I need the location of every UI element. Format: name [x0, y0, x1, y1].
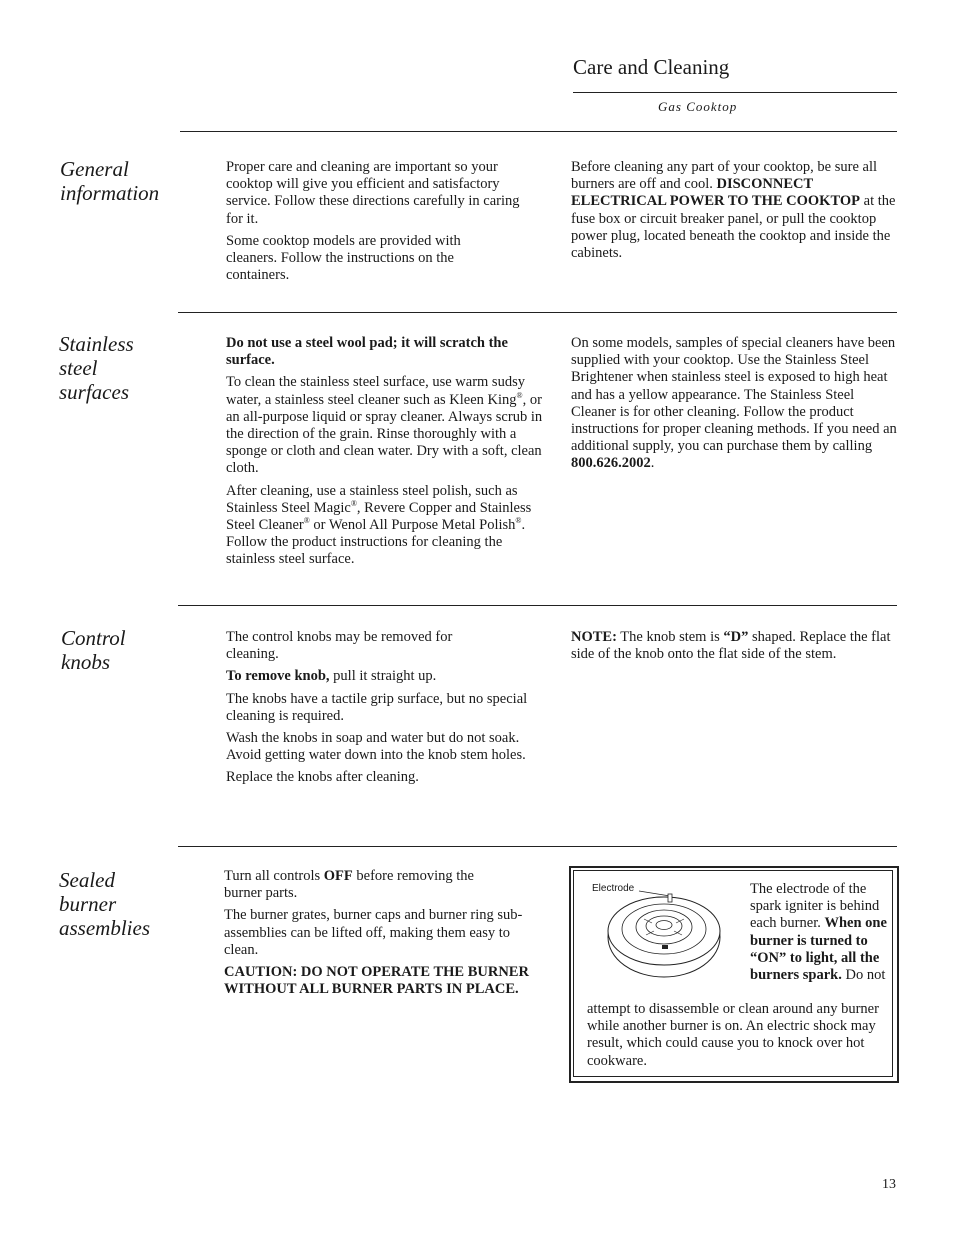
- general-left-column: [226, 159, 526, 289]
- heading-line: Sealed: [59, 868, 115, 892]
- header-divider: [180, 131, 897, 132]
- heading-line: surfaces: [59, 380, 129, 404]
- paragraph: [571, 335, 897, 473]
- section-divider: [178, 846, 897, 847]
- text: Before cleaning any part of your cooktop, be sure all burners are off and cool.: [571, 159, 878, 193]
- electrode-label: Electrode: [592, 883, 635, 894]
- paragraph: Proper care and cleaning are important so your cooktop will give you efficient and satisfactory service. Follow these directions carefully in caring for it.: [226, 159, 520, 227]
- heading-line: assemblies: [59, 916, 150, 940]
- section-heading-stainless: [59, 332, 134, 404]
- section-heading-general: [60, 157, 159, 205]
- note-label: NOTE:: [571, 629, 617, 645]
- steel-wool-warning: Do not use a steel wool pad; it will scratch the surface.: [226, 335, 508, 369]
- registered-mark: ®: [350, 499, 357, 508]
- heading-line: Control: [61, 626, 126, 650]
- section-divider: [178, 312, 897, 313]
- stainless-left-column: [226, 335, 548, 574]
- knobs-left-column: [226, 629, 541, 792]
- text: .: [650, 455, 655, 472]
- page-number: 13: [882, 1177, 896, 1192]
- general-right-column: [571, 159, 897, 267]
- paragraph: Wash the knobs in soap and water but do not soak. Avoid getting water down into the knob stem holes.: [226, 730, 526, 764]
- callout-inner: [573, 870, 893, 1077]
- electrode-callout-box: [569, 866, 899, 1083]
- title-rule: [573, 92, 897, 93]
- text: . Follow the product instructions for cleaning the stainless steel surface.: [226, 517, 526, 568]
- text: shaped. Replace the flat side of the knob onto the flat side of the stem.: [571, 629, 891, 663]
- spark-warning: When one burner is turned to “ON” to light, all the burners spark.: [750, 915, 887, 984]
- heading-line: information: [60, 181, 160, 205]
- text: , Revere Copper and Stainless Steel Cleaner: [226, 499, 532, 534]
- phone-number: 800.626.2002: [571, 455, 651, 472]
- burner-illustration: [604, 885, 724, 985]
- stainless-right-column: [571, 335, 897, 478]
- section-heading-burner: [59, 868, 150, 940]
- caution-text: CAUTION: DO NOT OPERATE THE BURNER WITHOUT ALL BURNER PARTS IN PLACE.: [224, 964, 529, 998]
- paragraph: The knobs have a tactile grip surface, but no special cleaning is required.: [226, 690, 528, 724]
- registered-mark: ®: [515, 516, 522, 526]
- text: before removing the burner parts.: [224, 868, 474, 902]
- page-title: Care and Cleaning: [573, 55, 730, 79]
- paragraph: [226, 483, 548, 569]
- heading-line: General: [60, 157, 129, 181]
- paragraph: [571, 159, 897, 262]
- text: OFF: [323, 868, 353, 884]
- registered-mark: ®: [303, 516, 310, 526]
- text: pull it straight up.: [329, 668, 437, 685]
- paragraph: The burner grates, burner caps and burner ring sub-assemblies can be lifted off, making them easy to clean.: [224, 907, 523, 958]
- burner-left-column: [224, 868, 542, 1003]
- text: Do not: [841, 967, 886, 984]
- text: After cleaning, use a stainless steel polish, such as Stainless Steel Magic: [226, 482, 518, 516]
- text: Turn all controls: [224, 868, 324, 884]
- paragraph: The control knobs may be removed for cleaning.: [226, 629, 453, 663]
- paragraph: [226, 668, 541, 685]
- knobs-right-column: [571, 629, 897, 668]
- text: or Wenol All Purpose Metal Polish: [309, 517, 516, 534]
- section-heading-knobs: [61, 626, 126, 674]
- paragraph: [226, 374, 548, 477]
- electrode-description-cont: attempt to disassemble or clean around any burner while another burner is on. An electric shock may result, which could cause you to knock over hot cookware.: [587, 1001, 879, 1069]
- text: To remove knob,: [226, 668, 330, 685]
- heading-line: burner: [59, 892, 117, 916]
- text: “D”: [723, 629, 749, 645]
- heading-line: steel: [59, 356, 98, 380]
- electrode-description: [750, 881, 890, 984]
- text: at the fuse box or circuit breaker panel, or pull the cooktop power plug, located beneath the cooktop and inside the cabinets.: [571, 193, 896, 262]
- text: On some models, samples of special cleaners have been supplied with your cooktop. Use the Stainless Steel Brightener when stainless steel is exposed to high heat and has a yellow appearance. The Stainless Steel Cleaner is for other cleaning. Follow the product instructions for proper cleaning methods. If you need an additional supply, you can purchase them by calling: [571, 335, 897, 455]
- text: The electrode of the spark igniter is behind each burner.: [750, 881, 880, 932]
- paragraph: Some cooktop models are provided with cleaners. Follow the instructions on the containers.: [226, 232, 461, 284]
- text: To clean the stainless steel surface, use warm sudsy water, a stainless steel cleaner such as Kleen King: [226, 374, 525, 408]
- paragraph: Replace the knobs after cleaning.: [226, 769, 419, 786]
- heading-line: knobs: [61, 650, 110, 674]
- paragraph: [224, 868, 514, 902]
- text: The knob stem is: [616, 629, 724, 645]
- section-divider: [178, 605, 897, 606]
- page-subtitle: Gas Cooktop: [658, 99, 738, 114]
- disconnect-warning: DISCONNECT ELECTRICAL POWER TO THE COOKTOP: [571, 176, 861, 210]
- text: , or an all-purpose liquid or spray cleaner. Always scrub in the direction of the grain. Rinse thoroughly with a sponge or cloth and clean water. Dry with a soft, clean cloth.: [226, 391, 543, 477]
- registered-mark: ®: [516, 390, 523, 400]
- heading-line: Stainless: [59, 332, 134, 356]
- paragraph: [571, 629, 897, 663]
